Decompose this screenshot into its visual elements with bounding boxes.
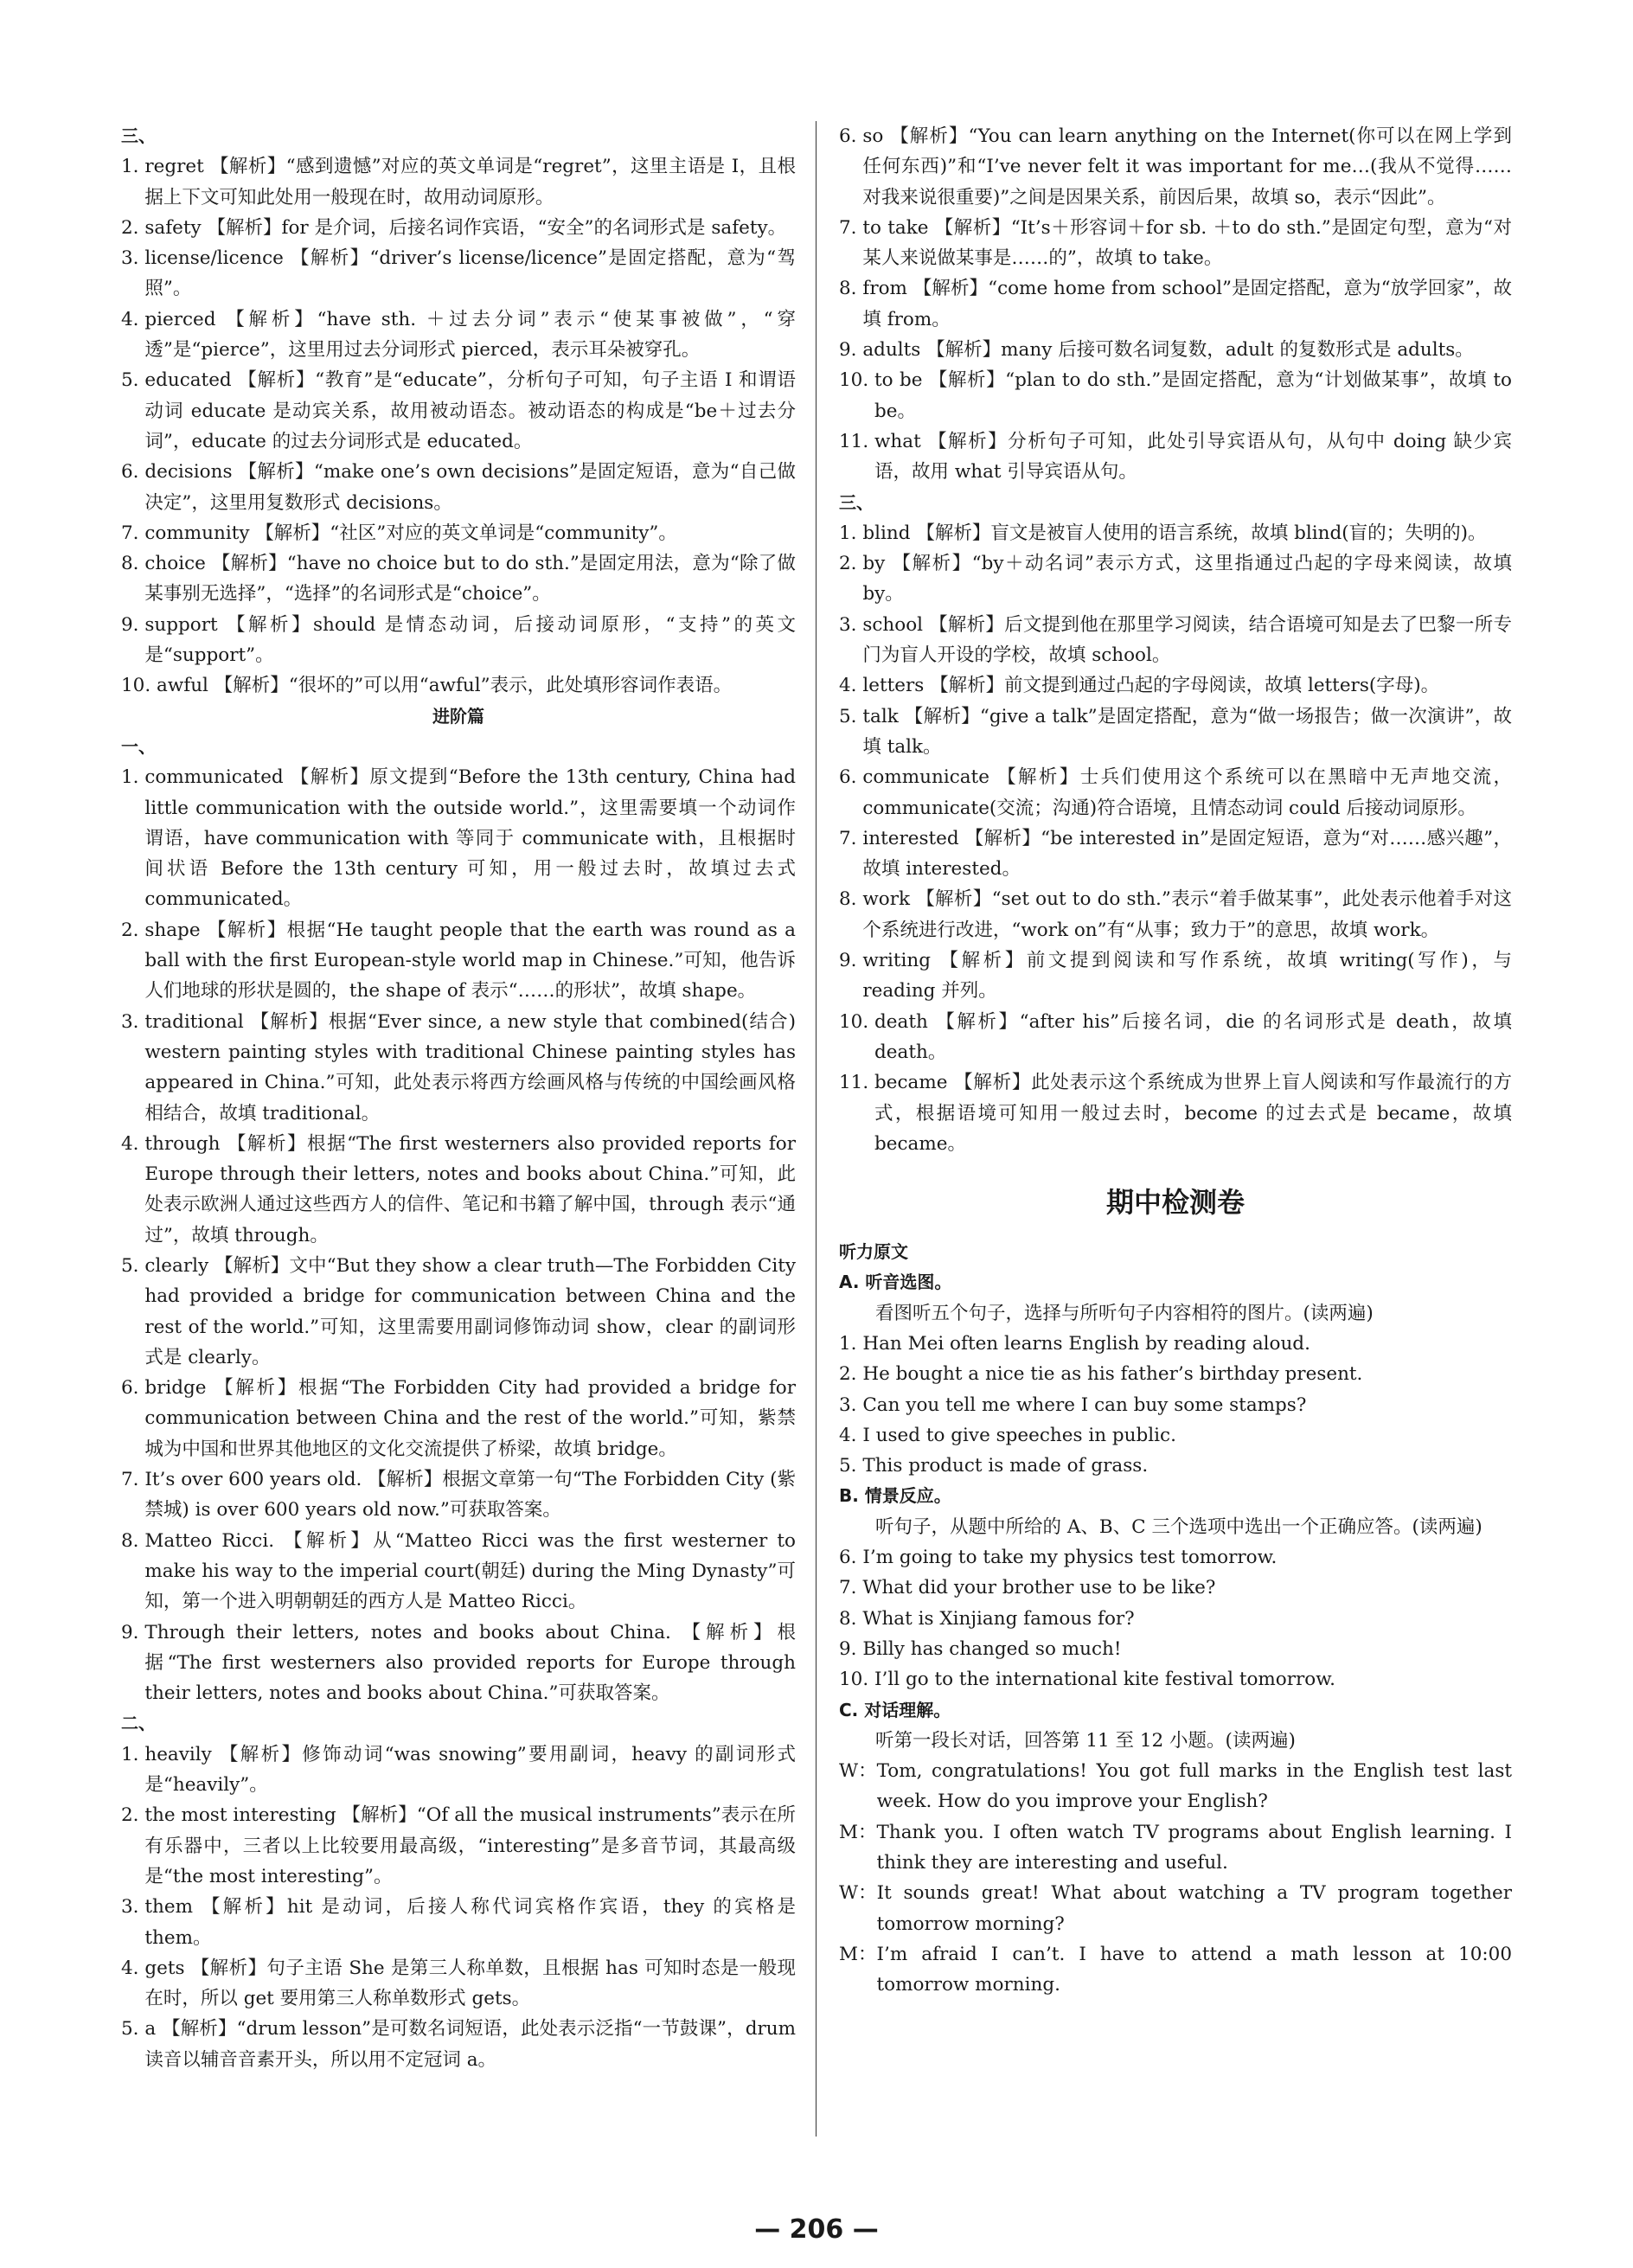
utterance: It sounds great! What about watching a TV program together tomorrow morning? bbox=[876, 1882, 1512, 1935]
item-number: 5. bbox=[121, 1254, 145, 1277]
answer-item bbox=[839, 335, 1512, 365]
answer-item bbox=[839, 518, 1512, 548]
speaker: M： bbox=[839, 1821, 877, 1843]
answer-list bbox=[839, 121, 1512, 488]
listening-sentence: 8. What is Xinjiang famous for? bbox=[839, 1607, 1135, 1630]
item-text: bridge 【解析】根据“The Forbidden City had provided a bridge for communication between China and the rest of the world.”可知，紫禁城为中国和世界其他地区的文化交流提供了桥梁，故填 bridge。 bbox=[144, 1377, 796, 1460]
item-number: 9. bbox=[839, 950, 863, 972]
item-text: death 【解析】“after his”后接名词，die 的名词形式是 death，故填 death。 bbox=[874, 1010, 1512, 1063]
item-number: 3. bbox=[121, 1010, 145, 1033]
item-number: 2. bbox=[121, 919, 145, 941]
item-text: communicated 【解析】原文提到“Before the 13th century, China had little communication with the outside world.”，这里需要填一个动词作谓语，have communication with 等同于 communicate with，且根据时间状语 Before the 13th century 可知，用一般过去时，故填过去式 communicated。 bbox=[144, 766, 796, 911]
item-number: 2. bbox=[839, 553, 863, 575]
item-text: heavily 【解析】修饰动词“was snowing”要用副词，heavy 的副词形式是“heavily”。 bbox=[144, 1743, 796, 1797]
answer-item bbox=[121, 1007, 796, 1129]
item-number: 6. bbox=[839, 125, 863, 147]
answer-item bbox=[839, 121, 1512, 213]
item-number: 10. bbox=[121, 675, 157, 697]
answer-item bbox=[839, 365, 1512, 426]
item-number: 8. bbox=[839, 888, 863, 911]
section-b-title: B. 情景反应。 bbox=[839, 1485, 951, 1507]
item-text: traditional 【解析】根据“Ever since, a new style that combined(结合) western painting styles with traditional Chinese painting styles has appeared in China.”可知，此处表示将西方绘画风格与传统的中国绘画风格相结合，故填 traditional。 bbox=[144, 1010, 796, 1124]
item-number: 9. bbox=[121, 1621, 145, 1643]
section-heading-2: 二、 bbox=[121, 1713, 156, 1734]
item-text: through 【解析】根据“The first westerners also provided reports for Europe through their letters, notes and books about China.”可知，此处表示欧洲人通过这些西方人的信件、笔记和书籍了解中国，through 表示“通过”，故填 through。 bbox=[144, 1132, 796, 1246]
item-number: 2. bbox=[121, 216, 145, 239]
advanced-heading: 进阶篇 bbox=[432, 705, 484, 727]
sentence-list bbox=[839, 1329, 1512, 1481]
item-text: shape 【解析】根据“He taught people that the earth was round as a ball with the first European-style world map in Chinese.”可知，他告诉人们地球的形状是圆的，the shape of 表示“……的形状”，故填 shape。 bbox=[144, 919, 796, 1003]
item-text: the most interesting 【解析】“Of all the musical instruments”表示在所有乐器中，三者以上比较要用最高级，“interesting”是多音节词，其最高级是“the most interesting”。 bbox=[144, 1804, 796, 1887]
answer-item bbox=[839, 884, 1512, 945]
dialogue-line bbox=[839, 1878, 1512, 1939]
answer-item bbox=[121, 304, 796, 366]
listening-heading: 听力原文 bbox=[839, 1241, 908, 1263]
item-number: 5. bbox=[839, 705, 863, 727]
item-text: gets 【解析】句子主语 She 是第三人称单数，且根据 has 可知时态是一般现在时，所以 get 要用第三人称单数形式 gets。 bbox=[144, 1957, 796, 2010]
item-text: communicate 【解析】士兵们使用这个系统可以在黑暗中无声地交流，communicate(交流；沟通)符合语境，且情态动词 could 后接动词原形。 bbox=[862, 766, 1512, 819]
item-text: talk 【解析】“give a talk”是固定搭配，意为“做一场报告；做一次演讲”，故填 talk。 bbox=[862, 705, 1512, 758]
answer-item bbox=[121, 670, 796, 701]
answer-item bbox=[839, 1067, 1512, 1159]
answer-item bbox=[121, 1373, 796, 1464]
item-text: work 【解析】“set out to do sth.”表示“着手做某事”，此处表示他着手对这个系统进行改进，“work on”有“从事；致力于”的意思，故填 work。 bbox=[862, 888, 1512, 941]
dialogue-line bbox=[839, 1817, 1512, 1879]
answer-item bbox=[121, 151, 796, 213]
answer-item bbox=[121, 762, 796, 914]
listening-sentence: 1. Han Mei often learns English by reading aloud. bbox=[839, 1332, 1310, 1355]
item-text: community 【解析】“社区”对应的英文单词是“community”。 bbox=[144, 522, 677, 544]
item-text: writing 【解析】前文提到阅读和写作系统，故填 writing(写作)，与 reading 并列。 bbox=[862, 950, 1512, 1003]
answer-item bbox=[839, 273, 1512, 335]
utterance: Thank you. I often watch TV programs about English learning. I think they are interesting and useful. bbox=[876, 1821, 1512, 1874]
dialogue-line bbox=[839, 1939, 1512, 2001]
answer-item bbox=[839, 610, 1512, 671]
item-text: Matteo Ricci. 【解析】从“Matteo Ricci was the first westerner to make his way to the imperial court(朝廷) during the Ming Dynasty”可知，第一个进入明朝朝廷的西方人是 Matteo Ricci。 bbox=[144, 1529, 796, 1613]
item-text: from 【解析】“come home from school”是固定搭配，意为“放学回家”，故填 from。 bbox=[862, 278, 1512, 330]
answer-item bbox=[839, 548, 1512, 610]
listening-sentence: 5. This product is made of grass. bbox=[839, 1455, 1149, 1477]
item-text: interested 【解析】“be interested in”是固定短语，意为“对……感兴趣”，故填 interested。 bbox=[862, 827, 1512, 881]
item-text: safety 【解析】for 是介词，后接名词作宾语，“安全”的名词形式是 safety。 bbox=[144, 216, 787, 239]
section-c-instruction: 听第一段长对话，回答第 11 至 12 小题。(读两遍) bbox=[875, 1729, 1296, 1752]
item-text: decisions 【解析】“make one’s own decisions”是固定短语，意为“自己做决定”，这里用复数形式 decisions。 bbox=[144, 461, 796, 514]
item-text: educated 【解析】“教育”是“educate”，分析句子可知，句子主语 I 和谓语动词 educate 是动宾关系，故用被动语态。被动语态的构成是“be＋过去分词”，educate 的过去分词形式是 educated。 bbox=[144, 369, 796, 452]
answer-item bbox=[839, 702, 1512, 763]
answer-item bbox=[839, 762, 1512, 823]
item-number: 8. bbox=[121, 553, 145, 575]
answer-item bbox=[121, 1251, 796, 1373]
item-text: license/licence 【解析】“driver’s license/licence”是固定搭配，意为“驾照”。 bbox=[144, 247, 796, 300]
answer-item bbox=[121, 1526, 796, 1618]
item-number: 7. bbox=[839, 827, 863, 849]
answer-item bbox=[839, 670, 1512, 701]
item-text: became 【解析】此处表示这个系统成为世界上盲人阅读和写作最流行的方式，根据语境可知用一般过去时，become 的过去式是 became，故填 became。 bbox=[874, 1072, 1512, 1155]
item-number: 11. bbox=[839, 430, 875, 452]
speaker: W： bbox=[839, 1882, 877, 1905]
section-a-instruction: 看图听五个句子，选择与所听句子内容相符的图片。(读两遍) bbox=[875, 1302, 1374, 1324]
answer-list bbox=[839, 518, 1512, 1159]
answer-item bbox=[121, 2014, 796, 2075]
item-text: support 【解析】should 是情态动词，后接动词原形，“支持”的英文是“support”。 bbox=[144, 613, 796, 667]
item-number: 6. bbox=[839, 766, 863, 789]
item-text: awful 【解析】“很坏的”可以用“awful”表示，此处填形容词作表语。 bbox=[157, 675, 733, 697]
item-number: 10. bbox=[839, 1010, 875, 1033]
item-text: to take 【解析】“It’s＋形容词＋for sb. ＋to do sth.”是固定句型，意为“对某人来说做某事是……的”，故填 to take。 bbox=[862, 216, 1512, 270]
section-a-title: A. 听音选图。 bbox=[839, 1272, 952, 1293]
utterance: I’m afraid I can’t. I have to attend a math lesson at 10:00 tomorrow morning. bbox=[876, 1943, 1512, 1996]
dialogue-line bbox=[839, 1756, 1512, 1817]
item-text: so 【解析】“You can learn anything on the Internet(你可以在网上学到任何东西)”和“I’ve never felt it was important for me…(我从不觉得……对我来说很重要)”之间是因果关系，前因后果，故填 so，表示“因此”。 bbox=[862, 125, 1512, 208]
answer-list bbox=[121, 1739, 796, 2075]
answer-item bbox=[121, 1739, 796, 1801]
answer-item bbox=[121, 243, 796, 304]
section-heading-1: 一、 bbox=[121, 735, 156, 757]
answer-list bbox=[121, 151, 796, 701]
item-number: 4. bbox=[121, 1132, 145, 1155]
item-number: 8. bbox=[839, 278, 863, 300]
item-number: 11. bbox=[839, 1072, 875, 1094]
answer-item bbox=[121, 365, 796, 457]
item-number: 1. bbox=[121, 1743, 145, 1765]
item-text: adults 【解析】many 后接可数名词复数，adult 的复数形式是 adults。 bbox=[862, 339, 1474, 362]
item-number: 3. bbox=[839, 613, 863, 636]
answer-item bbox=[121, 1464, 796, 1526]
answer-item bbox=[839, 823, 1512, 885]
item-number: 5. bbox=[121, 2018, 145, 2041]
section-c-title: C. 对话理解。 bbox=[839, 1699, 951, 1720]
item-text: regret 【解析】“感到遗憾”对应的英文单词是“regret”，这里主语是 I，且根据上下文可知此处用一般现在时，故用动词原形。 bbox=[144, 156, 796, 208]
answer-item bbox=[121, 1800, 796, 1892]
answer-item bbox=[121, 1892, 796, 1953]
section-heading-3: 三、 bbox=[839, 491, 874, 513]
utterance: Tom, congratulations! You got full marks in the English test last week. How do you improve your English? bbox=[876, 1760, 1512, 1813]
item-text: clearly 【解析】文中“But they show a clear truth—The Forbidden City had provided a bridge for communication between China and the rest of the world.”可知，这里需要用副词修饰动词 show，clear 的副词形式是 clearly。 bbox=[144, 1254, 796, 1368]
page-number: — 206 — bbox=[754, 2214, 879, 2245]
answer-item bbox=[121, 1618, 796, 1709]
listening-sentence: 9. Billy has changed so much! bbox=[839, 1637, 1122, 1660]
item-number: 4. bbox=[121, 308, 145, 330]
section-b-instruction: 听句子，从题中所给的 A、B、C 三个选项中选出一个正确应答。(读两遍) bbox=[875, 1515, 1483, 1538]
answer-item bbox=[121, 213, 796, 243]
item-text: by 【解析】“by＋动名词”表示方式，这里指通过凸起的字母来阅读，故填 by。 bbox=[862, 553, 1512, 605]
item-number: 9. bbox=[839, 339, 863, 362]
answer-item bbox=[121, 457, 796, 518]
section-heading-3: 三、 bbox=[121, 125, 156, 146]
listening-sentence: 2. He bought a nice tie as his father’s birthday present. bbox=[839, 1363, 1363, 1386]
item-number: 7. bbox=[839, 216, 863, 239]
item-text: blind 【解析】盲文是被盲人使用的语言系统，故填 blind(盲的；失明的)。 bbox=[862, 522, 1487, 544]
right-column bbox=[839, 121, 1512, 2001]
sentence-list bbox=[839, 1542, 1512, 1695]
item-number: 1. bbox=[839, 522, 863, 544]
item-number: 3. bbox=[121, 1896, 145, 1919]
item-text: pierced 【解析】“have sth. ＋过去分词”表示“使某事被做”，“穿透”是“pierce”，这里用过去分词形式 pierced，表示耳朵被穿孔。 bbox=[144, 308, 796, 362]
item-text: a 【解析】“drum lesson”是可数名词短语，此处表示泛指“一节鼓课”，drum 读音以辅音音素开头，所以用不定冠词 a。 bbox=[144, 2018, 796, 2071]
item-number: 10. bbox=[839, 369, 875, 392]
answer-item bbox=[839, 426, 1512, 488]
item-text: to be 【解析】“plan to do sth.”是固定搭配，意为“计划做某事”，故填 to be。 bbox=[874, 369, 1512, 422]
item-number: 6. bbox=[121, 1377, 145, 1400]
item-text: It’s over 600 years old. 【解析】根据文章第一句“The Forbidden City (紫禁城) is over 600 years old now.”可获取答案。 bbox=[144, 1469, 796, 1522]
listening-sentence: 7. What did your brother use to be like? bbox=[839, 1577, 1216, 1599]
item-number: 7. bbox=[121, 1469, 145, 1491]
answer-item bbox=[121, 518, 796, 548]
item-text: letters 【解析】前文提到通过凸起的字母阅读，故填 letters(字母)。 bbox=[862, 675, 1440, 697]
item-text: what 【解析】分析句子可知，此处引导宾语从句，从句中 doing 缺少宾语，故用 what 引导宾语从句。 bbox=[874, 430, 1512, 484]
answer-item bbox=[839, 213, 1512, 274]
item-text: choice 【解析】“have no choice but to do sth.”是固定用法，意为“除了做某事别无选择”，“选择”的名词形式是“choice”。 bbox=[144, 553, 796, 605]
left-column bbox=[121, 121, 796, 2075]
speaker: M： bbox=[839, 1943, 877, 1965]
speaker: W： bbox=[839, 1760, 877, 1783]
item-number: 9. bbox=[121, 613, 145, 636]
answer-list bbox=[121, 762, 796, 1708]
answer-item bbox=[121, 548, 796, 610]
listening-sentence: 6. I’m going to take my physics test tomorrow. bbox=[839, 1547, 1278, 1569]
answer-item bbox=[121, 1129, 796, 1251]
answer-item bbox=[839, 1007, 1512, 1068]
item-number: 1. bbox=[121, 766, 145, 789]
item-number: 1. bbox=[121, 156, 145, 178]
listening-sentence: 3. Can you tell me where I can buy some stamps? bbox=[839, 1393, 1307, 1416]
item-number: 7. bbox=[121, 522, 145, 544]
listening-sentence: 10. I’ll go to the international kite festival tomorrow. bbox=[839, 1669, 1335, 1691]
answer-item bbox=[121, 1953, 796, 2015]
answer-item bbox=[121, 610, 796, 671]
answer-item bbox=[839, 945, 1512, 1007]
item-number: 4. bbox=[121, 1957, 145, 1979]
item-text: school 【解析】后文提到他在那里学习阅读，结合语境可知是去了巴黎一所专门为盲人开设的学校，故填 school。 bbox=[862, 613, 1512, 667]
dialogue bbox=[839, 1756, 1512, 2000]
item-number: 4. bbox=[839, 675, 863, 697]
item-text: Through their letters, notes and books about China. 【解析】根据“The first westerners also provided reports for Europe through their letters, notes and books about China.”可获取答案。 bbox=[144, 1621, 796, 1705]
exam-title: 期中检测卷 bbox=[1105, 1186, 1245, 1220]
item-number: 8. bbox=[121, 1529, 145, 1552]
item-number: 2. bbox=[121, 1804, 145, 1827]
item-number: 5. bbox=[121, 369, 145, 392]
item-number: 3. bbox=[121, 247, 145, 270]
listening-sentence: 4. I used to give speeches in public. bbox=[839, 1424, 1176, 1446]
item-text: them 【解析】hit 是动词，后接人称代词宾格作宾语，they 的宾格是 them。 bbox=[144, 1896, 796, 1949]
answer-item bbox=[121, 915, 796, 1007]
item-number: 6. bbox=[121, 461, 145, 484]
